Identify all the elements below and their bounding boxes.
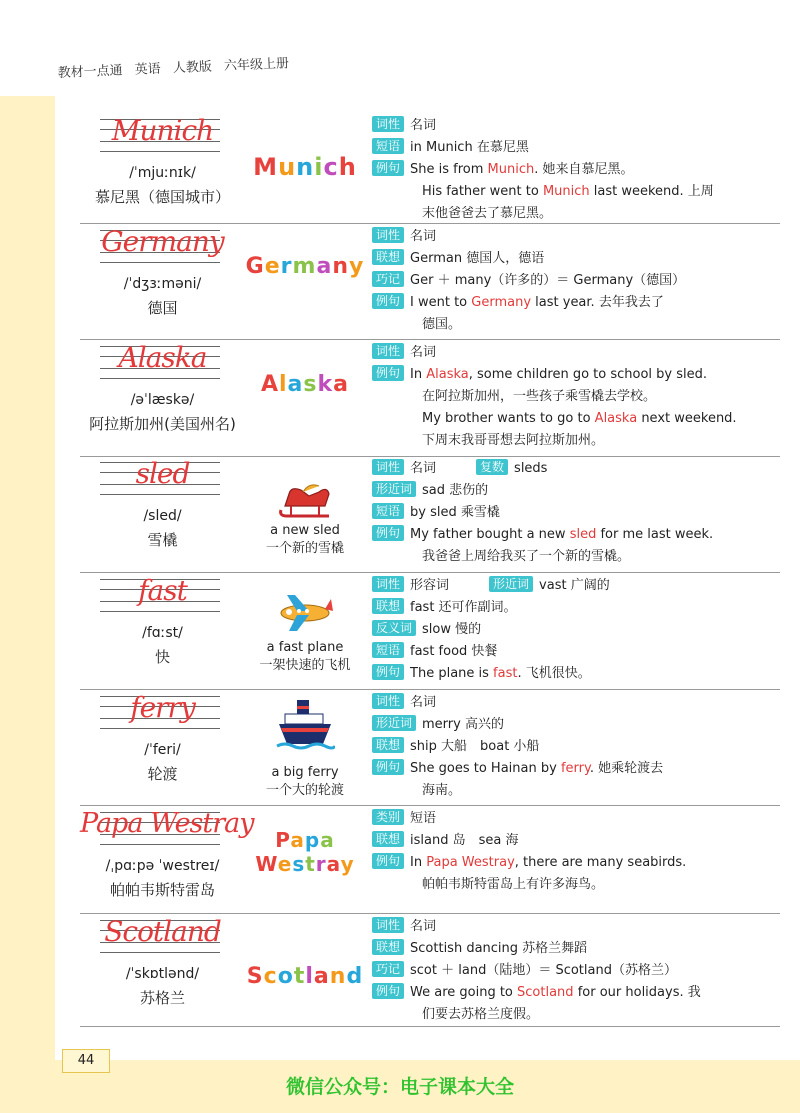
note-text: 海南。	[422, 783, 462, 798]
note-text: , some children go to school by sled.	[468, 367, 708, 382]
note-text: 我爸爸上周给我买了一个新的雪橇。	[422, 549, 631, 564]
note-text: 帕帕韦斯特雷岛上有许多海鸟。	[422, 877, 605, 892]
note-text: . 她乘轮渡去	[589, 761, 664, 776]
highlight-word: Germany	[471, 295, 532, 310]
note-row	[372, 663, 772, 685]
note-tag: 联想	[372, 249, 404, 265]
note-tag: 例句	[372, 983, 404, 999]
note-tag: 类别	[372, 809, 404, 825]
chinese-meaning: 帕帕韦斯特雷岛	[109, 881, 215, 899]
note-row	[372, 364, 772, 386]
note-row	[372, 692, 772, 714]
highlight-word: Scotland	[517, 985, 574, 1000]
word-entry	[80, 226, 780, 340]
page-number: 44	[62, 1049, 110, 1073]
word-handwriting: fast	[138, 574, 187, 607]
highlight-word: Munich	[487, 162, 535, 177]
note-row	[372, 916, 772, 938]
note-row	[372, 780, 772, 802]
phonetic: /ˈferi/	[144, 742, 181, 758]
note-text: 名词	[410, 345, 437, 360]
highlight-word: sled	[569, 527, 597, 542]
note-row	[372, 181, 772, 203]
note-row	[372, 270, 772, 292]
caption-chinese: 一架快速的飞机	[259, 658, 351, 673]
highlight-word: Alaska	[426, 367, 469, 382]
note-row	[372, 137, 772, 159]
note-tag: 词性	[372, 459, 404, 475]
word-entry	[80, 692, 780, 806]
note-text: 名词	[410, 118, 437, 133]
note-tag: 词性	[372, 227, 404, 243]
plane-icon	[275, 589, 335, 637]
note-tag: 词性	[372, 693, 404, 709]
note-row	[372, 938, 772, 960]
note-text: fast 还可作副词。	[410, 600, 517, 615]
word-entry	[80, 115, 780, 224]
note-text: . 她来自慕尼黑。	[534, 162, 634, 177]
note-text: for our holidays. 我	[573, 985, 701, 1000]
caption-chinese: 一个新的雪橇	[265, 541, 344, 556]
note-text: by sled 乘雪橇	[410, 505, 500, 520]
phonetic: /ˈmjuːnɪk/	[129, 165, 196, 181]
note-text: sad 悲伤的	[422, 483, 489, 498]
chinese-meaning: 德国	[147, 299, 178, 317]
caption-english: a big ferry	[271, 765, 339, 780]
papa-westray-logo: Papa Westray	[255, 828, 355, 876]
munich-logo: Munich	[253, 153, 357, 181]
note-row	[372, 852, 772, 874]
note-text: My father bought a new	[410, 527, 570, 542]
note-row	[372, 342, 772, 364]
word-entry	[80, 575, 780, 690]
word-notes	[372, 692, 772, 802]
note-row	[372, 159, 772, 181]
note-text: next weekend.	[637, 411, 737, 426]
chinese-meaning: 阿拉斯加州(美国州名)	[89, 415, 236, 433]
note-text: scot ＋ land（陆地）＝ Scotland（苏格兰）	[410, 963, 677, 978]
note-text: Scottish dancing 苏格兰舞蹈	[410, 941, 588, 956]
note-tag: 短语	[372, 138, 404, 154]
note-text: vast 广阔的	[539, 578, 610, 593]
note-text: She goes to Hainan by	[410, 761, 561, 776]
note-row	[372, 619, 772, 641]
note-text: 末他爸爸去了慕尼黑。	[422, 206, 553, 221]
note-tag: 例句	[372, 664, 404, 680]
note-text: 名词	[410, 461, 437, 476]
note-row	[372, 830, 772, 852]
word-handwriting: ferry	[130, 691, 195, 724]
sled-icon	[275, 472, 335, 520]
word-handwriting: sled	[135, 457, 190, 490]
note-tag: 联想	[372, 939, 404, 955]
note-tag: 例句	[372, 525, 404, 541]
note-text: I went to	[410, 295, 472, 310]
note-text: German 德国人，德语	[410, 251, 545, 266]
note-row	[372, 524, 772, 546]
word-notes	[372, 342, 772, 452]
note-tag: 短语	[372, 503, 404, 519]
note-text: We are going to	[410, 985, 518, 1000]
note-row	[372, 226, 772, 248]
highlight-word: ferry	[560, 761, 590, 776]
note-row	[372, 430, 772, 452]
note-tag: 反义词	[372, 620, 416, 636]
phonetic: /əˈlæskə/	[130, 392, 195, 408]
note-row	[372, 203, 772, 225]
note-tag: 例句	[372, 365, 404, 381]
phonetic: /fɑːst/	[142, 625, 183, 641]
word-entry	[80, 342, 780, 457]
note-row	[372, 1004, 772, 1026]
word-notes	[372, 226, 772, 336]
note-tag: 形近词	[372, 481, 416, 497]
note-tag: 词性	[372, 116, 404, 132]
header-edition: 人教版	[172, 59, 213, 77]
left-margin-band	[0, 96, 55, 1113]
word-handwriting: Munich	[111, 114, 214, 147]
note-text: In	[410, 855, 427, 870]
note-tag: 复数	[476, 459, 508, 475]
note-text: 下周末我哥哥想去阿拉斯加州。	[422, 433, 605, 448]
phonetic: /sled/	[143, 508, 182, 524]
note-row	[372, 641, 772, 663]
watermark: 微信公众号：电子课本大全	[285, 1076, 514, 1098]
note-text: 形容词	[410, 578, 450, 593]
note-row	[372, 248, 772, 270]
note-row	[372, 597, 772, 619]
note-row	[372, 758, 772, 780]
note-tag: 联想	[372, 737, 404, 753]
note-text: for me last week.	[596, 527, 714, 542]
word-entry	[80, 916, 780, 1027]
note-row	[372, 960, 772, 982]
chinese-meaning: 苏格兰	[139, 989, 185, 1007]
word-handwriting: Alaska	[118, 341, 207, 374]
word-handwriting: Papa Westray	[80, 808, 254, 839]
caption-english: a new sled	[270, 523, 340, 538]
note-text: slow 慢的	[422, 622, 482, 637]
note-text: fast food 快餐	[410, 644, 498, 659]
note-text: 在阿拉斯加州，一些孩子乘雪橇去学校。	[422, 389, 657, 404]
note-tag: 词性	[372, 343, 404, 359]
note-tag: 例句	[372, 160, 404, 176]
note-row	[372, 874, 772, 896]
note-tag: 例句	[372, 293, 404, 309]
note-row	[372, 982, 772, 1004]
note-row	[372, 408, 772, 430]
note-text: 们要去苏格兰度假。	[422, 1007, 540, 1022]
phonetic: /ˈskɒtlənd/	[125, 966, 200, 982]
note-text: last weekend. 上周	[589, 184, 714, 199]
note-row	[372, 714, 772, 736]
word-handwriting: Germany	[101, 225, 224, 258]
note-row	[372, 314, 772, 336]
note-text: 德国。	[422, 317, 462, 332]
phonetic: /ˈdʒɜːməni/	[123, 276, 202, 292]
word-entry	[80, 808, 780, 914]
note-row	[372, 808, 772, 830]
highlight-word: fast	[493, 666, 518, 681]
note-row	[372, 480, 772, 502]
word-notes	[372, 575, 772, 685]
note-tag: 例句	[372, 853, 404, 869]
header-grade: 六年级上册	[223, 56, 290, 75]
highlight-word: Munich	[542, 184, 590, 199]
note-row	[372, 736, 772, 758]
germany-logo: Germany	[245, 254, 365, 279]
note-text: My brother wants to go to	[422, 411, 595, 426]
note-text: The plane is	[410, 666, 494, 681]
word-entry	[80, 458, 780, 573]
note-tag: 形近词	[489, 576, 533, 592]
note-text: ship 大船 boat 小船	[410, 739, 540, 754]
note-text: She is from	[410, 162, 488, 177]
note-text: in Munich 在慕尼黑	[410, 140, 529, 155]
note-row	[372, 502, 772, 524]
word-handwriting: Scotland	[104, 915, 221, 948]
word-notes	[372, 808, 772, 896]
note-text: island 岛 sea 海	[410, 833, 519, 848]
note-text: Ger ＋ many（许多的）＝ Germany（德国）	[410, 273, 686, 288]
caption-english: a fast plane	[266, 640, 344, 655]
word-notes	[372, 458, 772, 568]
word-notes	[372, 916, 772, 1026]
header-subject: 英语	[134, 61, 162, 78]
scotland-logo: Scotland	[246, 964, 364, 989]
note-text: last year. 去年我去了	[531, 295, 664, 310]
alaska-logo: Alaska	[260, 372, 350, 397]
note-row	[372, 292, 772, 314]
chinese-meaning: 快	[154, 648, 170, 666]
note-text: In	[410, 367, 427, 382]
note-row	[372, 546, 772, 568]
note-text: merry 高兴的	[422, 717, 504, 732]
chinese-meaning: 轮渡	[147, 765, 178, 783]
note-text: , there are many seabirds.	[514, 855, 687, 870]
note-tag: 短语	[372, 642, 404, 658]
note-tag: 形近词	[372, 715, 416, 731]
caption-chinese: 一个大的轮渡	[265, 783, 344, 798]
note-tag: 词性	[372, 917, 404, 933]
note-tag: 例句	[372, 759, 404, 775]
header-book: 教材一点通	[57, 63, 123, 81]
note-tag: 巧记	[372, 961, 404, 977]
note-tag: 巧记	[372, 271, 404, 287]
note-row	[372, 575, 772, 597]
highlight-word: Alaska	[594, 411, 638, 426]
note-text: sleds	[514, 461, 548, 476]
note-row	[372, 115, 772, 137]
note-text: 名词	[410, 695, 437, 710]
note-text: 名词	[410, 919, 437, 934]
note-tag: 联想	[372, 831, 404, 847]
word-notes	[372, 115, 772, 225]
ferry-icon	[275, 698, 335, 746]
top-margin	[0, 0, 800, 96]
note-tag: 联想	[372, 598, 404, 614]
phonetic: /ˌpɑːpə ˈwestreɪ/	[105, 858, 220, 874]
note-text: . 飞机很快。	[517, 666, 591, 681]
note-text: 短语	[410, 811, 437, 826]
highlight-word: Papa Westray	[426, 855, 515, 870]
chinese-meaning: 慕尼黑（德国城市）	[94, 188, 230, 206]
chinese-meaning: 雪橇	[147, 531, 178, 549]
note-row	[372, 386, 772, 408]
note-text: 名词	[410, 229, 437, 244]
note-text: His father went to	[422, 184, 543, 199]
note-tag: 词性	[372, 576, 404, 592]
note-row	[372, 458, 772, 480]
